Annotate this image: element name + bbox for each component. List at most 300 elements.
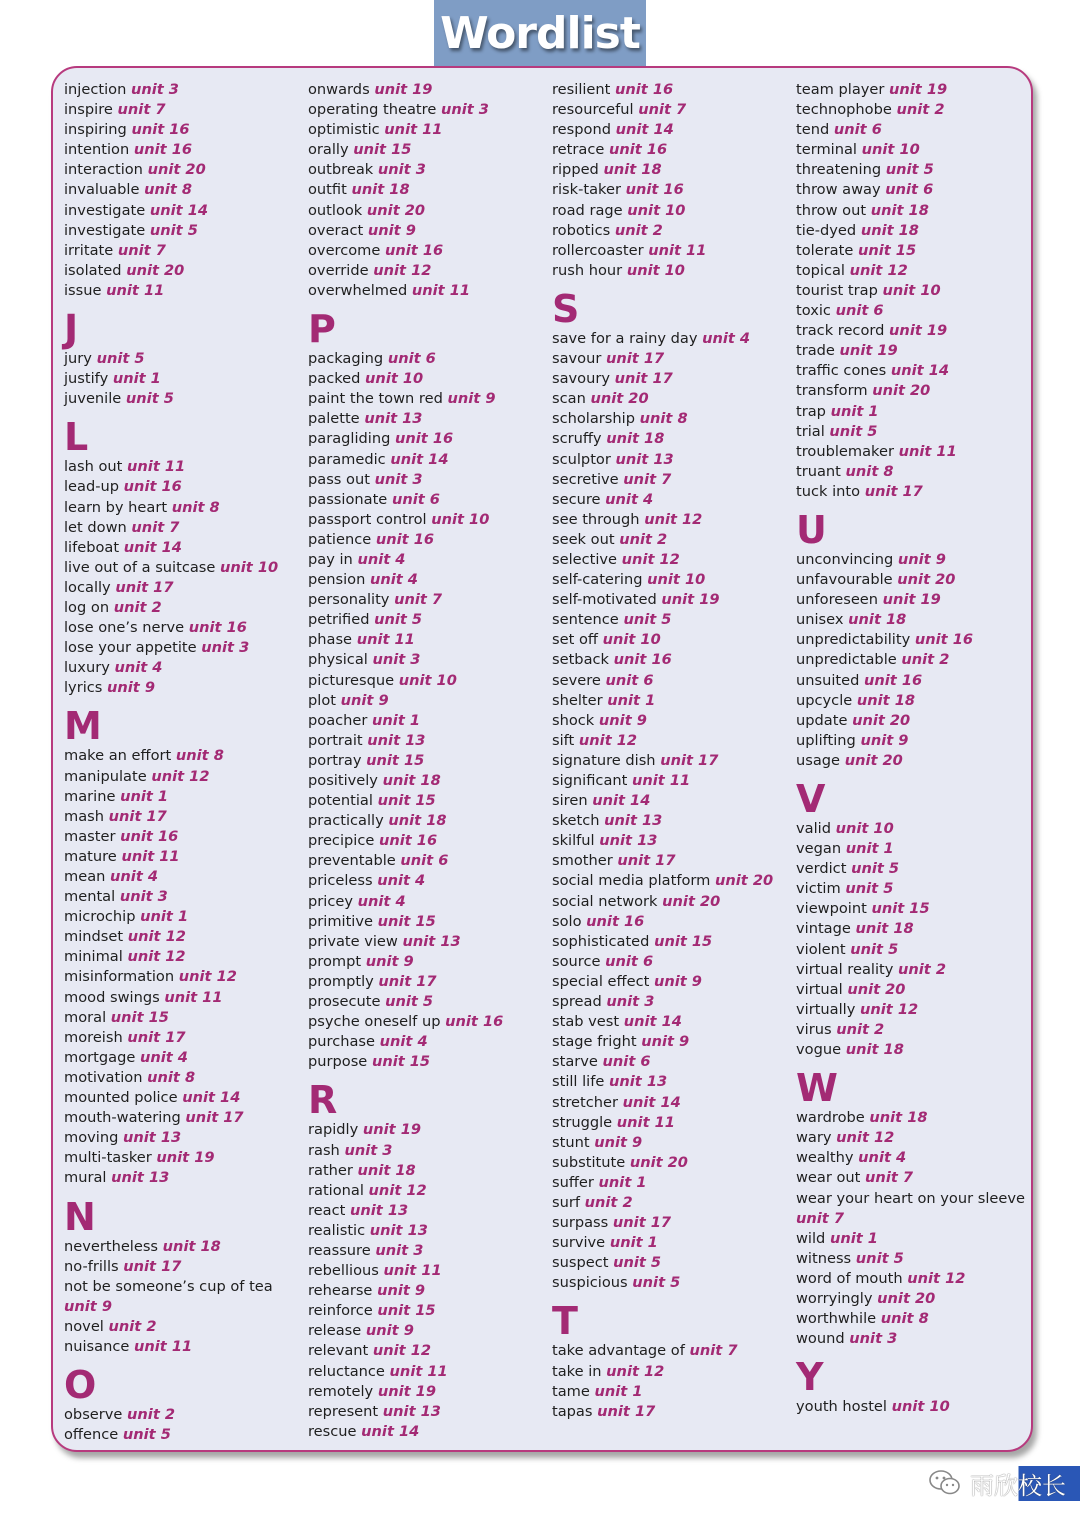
wordlist-entry [308, 389, 548, 409]
entry-unit: unit 18 [860, 221, 919, 239]
entry-word: savour [552, 350, 606, 368]
wordlist-entry [552, 80, 792, 100]
wordlist-entry [308, 1201, 548, 1221]
entry-unit: unit 1 [594, 1382, 643, 1400]
entry-unit: unit 19 [374, 81, 433, 98]
wordlist-entry [552, 791, 792, 811]
wordlist-entry [796, 281, 1036, 301]
entry-word: moving [64, 1129, 123, 1147]
entry-unit: unit 10 [647, 571, 706, 589]
entry-word: release [308, 1322, 366, 1340]
wordlist-entry [552, 1012, 792, 1032]
entry-word: lash out [64, 458, 128, 476]
entry-unit: unit 4 [379, 1033, 428, 1051]
wordlist-entry [552, 369, 792, 389]
wordlist-entry [796, 671, 1036, 691]
entry-unit: unit 7 [623, 470, 672, 488]
wordlist-entry [64, 907, 304, 927]
entry-word: save for a rainy day [552, 329, 703, 347]
entry-unit: unit 10 [220, 558, 279, 576]
wordlist-entry [796, 1020, 1036, 1040]
entry-unit: unit 20 [662, 892, 721, 910]
entry-word: passport control [308, 510, 432, 528]
wordlist-entry [64, 638, 304, 658]
wordlist-entry [552, 570, 792, 590]
section-letter: O [64, 1363, 97, 1408]
entry-word: realistic [308, 1221, 370, 1239]
entry-unit: unit 18 [162, 1237, 221, 1255]
entry-unit: unit 5 [96, 350, 145, 368]
wordlist-entry [796, 899, 1036, 919]
wordlist-entry [552, 1253, 792, 1273]
wordlist-entry [308, 831, 548, 851]
entry-word: patience [308, 530, 376, 548]
wordlist-entry [308, 691, 548, 711]
entry-word: mood swings [64, 988, 165, 1006]
entry-word: primitive [308, 912, 378, 930]
entry-word: motivation [64, 1068, 148, 1086]
wordlist-entry [308, 450, 548, 470]
entry-word: orally [308, 141, 354, 159]
entry-unit: unit 4 [110, 868, 159, 885]
entry-word: see through [552, 510, 645, 528]
entry-unit: unit 12 [849, 261, 908, 279]
entry-word: passionate [308, 490, 392, 508]
wordlist-entry [552, 1341, 792, 1361]
entry-word: starve [552, 1053, 603, 1071]
entry-word: unsuited [796, 671, 865, 689]
entry-word: purpose [308, 1053, 372, 1071]
wordlist-entry [308, 570, 548, 590]
wordlist-entry [552, 349, 792, 369]
section-letter: T [552, 1299, 578, 1344]
entry-unit: unit 2 [896, 101, 945, 119]
entry-unit: unit 16 [625, 181, 684, 199]
wordlist-entry [552, 100, 792, 120]
entry-word: update [796, 711, 853, 729]
entry-unit: unit 12 [127, 928, 186, 946]
wordlist-entry [308, 952, 548, 972]
entry-word: justify [64, 370, 113, 388]
entry-unit: unit 7 [796, 1209, 844, 1227]
entry-word: pay in [308, 550, 358, 568]
wordlist-entry [308, 630, 548, 650]
wordlist-entry [64, 827, 304, 847]
wordlist-entry [796, 180, 1036, 200]
wordlist-entry [308, 1120, 548, 1140]
entry-word: investigate [64, 201, 150, 219]
entry-unit: unit 8 [175, 747, 224, 765]
entry-word: tend [796, 121, 834, 139]
wordlist-entry [64, 261, 304, 281]
entry-unit: unit 11 [898, 442, 957, 460]
wordlist-entry [796, 940, 1036, 960]
entry-word: unconvincing [796, 550, 898, 568]
wordlist-entry [796, 919, 1036, 939]
entry-unit: unit 12 [606, 1362, 665, 1380]
entry-unit: unit 2 [127, 1406, 176, 1424]
entry-unit: unit 3 [374, 470, 423, 488]
entry-word: promptly [308, 972, 379, 990]
wordlist-entry [64, 1237, 304, 1257]
wordlist-entry [308, 429, 548, 449]
entry-word: scan [552, 390, 591, 408]
entry-unit: unit 12 [372, 1342, 432, 1360]
entry-unit: unit 18 [856, 691, 916, 709]
wordlist-entry [308, 1241, 548, 1261]
wordlist-entry [796, 1249, 1036, 1269]
entry-word: mural [64, 1169, 112, 1187]
entry-unit: unit 3 [440, 101, 489, 119]
entry-unit: unit 4 [369, 571, 418, 589]
entry-word: locally [64, 578, 116, 596]
entry-word: traffic cones [796, 362, 891, 380]
wordlist-entry [552, 892, 792, 912]
entry-unit: unit 13 [350, 1201, 409, 1219]
wordlist-entry [64, 1317, 304, 1337]
wordlist-entry [552, 221, 792, 241]
entry-word: suffer [552, 1173, 599, 1191]
wordlist-entry [308, 160, 548, 180]
wordlist-entry [64, 518, 304, 538]
wordlist-entry [796, 839, 1036, 859]
entry-word: unfavourable [796, 571, 898, 589]
entry-word: minimal [64, 948, 128, 966]
entry-unit: unit 19 [362, 1121, 422, 1139]
wordlist-entry [64, 1028, 304, 1048]
entry-word: violent [796, 940, 851, 958]
entry-word: injection [64, 81, 131, 98]
wordlist-entry [796, 1189, 1036, 1229]
wordlist-entry [64, 241, 304, 261]
entry-word: risk-taker [552, 181, 626, 199]
entry-word: lifeboat [64, 538, 124, 556]
entry-unit: unit 1 [120, 787, 169, 805]
wordlist-entry [552, 1173, 792, 1193]
entry-unit: unit 5 [845, 880, 894, 898]
wordlist-entry [64, 678, 304, 698]
entry-word: make an effort [64, 747, 176, 765]
entry-word: word of mouth [796, 1269, 908, 1287]
entry-word: personality [308, 591, 395, 609]
entry-word: represent [308, 1402, 383, 1420]
entry-unit: unit 6 [885, 181, 934, 199]
wordlist-entry [308, 349, 548, 369]
wordlist-entry [796, 1309, 1036, 1329]
entry-word: private view [308, 932, 403, 950]
wordlist-entry [552, 691, 792, 711]
entry-unit: unit 20 [847, 980, 906, 998]
entry-word: rehearse [308, 1282, 378, 1300]
entry-unit: unit 9 [594, 1133, 643, 1151]
entry-unit: unit 15 [366, 751, 425, 769]
wordlist-entry [796, 402, 1036, 422]
entry-unit: unit 6 [400, 852, 449, 870]
entry-unit: unit 14 [890, 362, 950, 380]
entry-unit: unit 20 [844, 751, 903, 769]
entry-word: rebellious [308, 1262, 384, 1280]
wordlist-entry [796, 341, 1036, 361]
entry-word: inspire [64, 101, 118, 119]
page-title: Wordlist [440, 7, 640, 59]
entry-unit: unit 6 [605, 952, 654, 970]
entry-unit: unit 10 [626, 261, 685, 279]
wordlist-entry [552, 871, 792, 891]
entry-word: phase [308, 631, 357, 649]
entry-word: manipulate [64, 767, 152, 785]
entry-unit: unit 18 [845, 1041, 904, 1059]
entry-word: trap [796, 402, 831, 420]
entry-unit: unit 18 [855, 920, 914, 938]
entry-unit: unit 17 [123, 1257, 182, 1275]
entry-word: vintage [796, 920, 856, 938]
entry-unit: unit 18 [357, 1161, 416, 1179]
entry-unit: unit 1 [845, 840, 894, 858]
entry-unit: unit 6 [391, 490, 440, 508]
wordlist-entry [796, 160, 1036, 180]
wordlist-entry [796, 751, 1036, 771]
entry-unit: unit 13 [599, 832, 658, 850]
entry-unit: unit 17 [614, 370, 673, 388]
entry-unit: unit 4 [605, 490, 654, 508]
wordlist-entry [552, 140, 792, 160]
entry-unit: unit 1 [607, 691, 656, 709]
wordlist-entry [796, 731, 1036, 751]
entry-unit: unit 16 [188, 619, 247, 637]
entry-unit: unit 3 [372, 651, 421, 669]
wordlist-entry [796, 261, 1036, 281]
entry-unit: unit 7 [117, 241, 166, 259]
entry-unit: unit 10 [882, 281, 941, 299]
entry-word: uplifting [796, 731, 861, 749]
entry-word: setback [552, 651, 614, 669]
entry-word: suspicious [552, 1274, 633, 1292]
section-letter: L [64, 415, 89, 460]
entry-word: paramedic [308, 450, 391, 468]
wordlist-entry [552, 671, 792, 691]
wordlist-entry [552, 1133, 792, 1153]
entry-word: road rage [552, 201, 628, 219]
entry-word: witness [796, 1249, 856, 1267]
entry-unit: unit 4 [858, 1149, 907, 1167]
entry-word: self-catering [552, 571, 648, 589]
entry-unit: unit 13 [615, 450, 674, 468]
wordlist-entry [64, 967, 304, 987]
entry-unit: unit 9 [653, 972, 702, 990]
entry-unit: unit 20 [629, 1153, 688, 1171]
wordlist-entry [552, 389, 792, 409]
entry-unit: unit 6 [835, 302, 884, 320]
entry-unit: unit 3 [606, 993, 655, 1011]
entry-word: mindset [64, 928, 128, 946]
wordlist-entry [308, 140, 548, 160]
wordlist-entry [64, 1277, 304, 1317]
entry-word: threatening [796, 161, 886, 179]
wordlist-entry [552, 160, 792, 180]
wordlist-entry [796, 1108, 1036, 1128]
entry-word: selective [552, 550, 622, 568]
entry-unit: unit 11 [632, 772, 691, 789]
wordlist-column-3 [552, 80, 792, 1422]
entry-unit: unit 12 [127, 948, 186, 966]
wordlist-entry [552, 1382, 792, 1402]
wordlist-entry [308, 241, 548, 261]
entry-unit: unit 8 [880, 1310, 929, 1328]
wordlist-entry [64, 1088, 304, 1108]
wordlist-entry [64, 1425, 304, 1445]
entry-unit: unit 16 [608, 141, 668, 159]
entry-word: master [64, 827, 121, 845]
entry-unit: unit 9 [447, 390, 496, 408]
entry-word: virus [796, 1020, 837, 1038]
wordlist-entry [64, 847, 304, 867]
entry-word: override [308, 261, 374, 279]
wordlist-entry [64, 1108, 304, 1128]
entry-word: portrait [308, 731, 368, 749]
entry-unit: unit 5 [885, 161, 934, 179]
entry-unit: unit 2 [584, 1193, 633, 1211]
wordlist-entry [552, 1072, 792, 1092]
entry-unit: unit 7 [394, 591, 443, 609]
wordlist-entry [64, 1257, 304, 1277]
wordlist-entry [64, 746, 304, 766]
entry-unit: unit 7 [865, 1169, 914, 1187]
entry-unit: unit 16 [375, 530, 435, 548]
entry-unit: unit 11 [121, 847, 180, 865]
entry-word: smother [552, 852, 618, 870]
wordlist-entry [64, 1148, 304, 1168]
entry-unit: unit 2 [614, 221, 663, 239]
entry-word: tame [552, 1382, 595, 1400]
wordlist-entry [552, 831, 792, 851]
entry-word: lead-up [64, 478, 124, 496]
wordlist-entry [796, 1000, 1036, 1020]
wordlist-entry [308, 1181, 548, 1201]
entry-unit: unit 14 [623, 1013, 682, 1031]
entry-word: prosecute [308, 993, 386, 1011]
wordlist-entry [308, 1221, 548, 1241]
entry-unit: unit 13 [369, 1221, 428, 1239]
entry-unit: unit 11 [356, 631, 415, 649]
entry-word: vegan [796, 840, 846, 858]
wordlist-entry [64, 787, 304, 807]
wordlist-entry [64, 389, 304, 409]
wordlist-entry [64, 140, 304, 160]
entry-unit: unit 13 [604, 812, 663, 830]
wordlist-entry [552, 751, 792, 771]
entry-word: surpass [552, 1214, 613, 1232]
entry-word: worthwhile [796, 1310, 881, 1328]
wordlist-entry [64, 988, 304, 1008]
entry-word: respond [552, 121, 616, 139]
wordlist-entry [64, 180, 304, 200]
entry-word: track record [796, 322, 890, 340]
entry-word: paint the town red [308, 390, 448, 408]
section-letter: M [64, 704, 102, 749]
wordlist-entry [796, 570, 1036, 590]
wordlist-entry [64, 201, 304, 221]
entry-word: nevertheless [64, 1237, 163, 1255]
entry-word: precipice [308, 832, 379, 850]
entry-unit: unit 19 [882, 591, 941, 609]
entry-unit: unit 11 [383, 1262, 442, 1280]
wordlist-entry [796, 1329, 1036, 1349]
entry-word: outlook [308, 201, 367, 219]
entry-word: ripped [552, 161, 604, 179]
wordlist-entry [796, 80, 1036, 100]
entry-unit: unit 8 [147, 1068, 196, 1086]
entry-word: learn by heart [64, 498, 172, 516]
entry-word: tolerate [796, 241, 858, 259]
entry-word: scruffy [552, 430, 607, 448]
entry-word: moral [64, 1008, 111, 1026]
wordlist-entry [308, 751, 548, 771]
entry-word: significant [552, 772, 632, 789]
wordlist-entry [552, 450, 792, 470]
entry-word: let down [64, 518, 132, 536]
entry-word: microchip [64, 908, 141, 926]
wordlist-entry [796, 462, 1036, 482]
entry-word: savoury [552, 370, 615, 388]
wordlist-entry [552, 711, 792, 731]
entry-word: social network [552, 892, 663, 910]
wordlist-entry [308, 892, 548, 912]
entry-unit: unit 13 [123, 1129, 182, 1147]
wordlist-entry [796, 120, 1036, 140]
entry-word: overwhelmed [308, 281, 412, 299]
entry-unit: unit 9 [860, 731, 909, 749]
entry-unit: unit 14 [622, 1093, 681, 1111]
entry-word: rational [308, 1181, 369, 1199]
wordlist-entry [308, 369, 548, 389]
entry-word: mouth-watering [64, 1109, 186, 1127]
wordlist-entry [308, 992, 548, 1012]
wordlist-entry [552, 490, 792, 510]
entry-unit: unit 17 [115, 578, 174, 596]
entry-unit: unit 1 [830, 402, 879, 420]
entry-unit: unit 11 [106, 281, 165, 299]
wordlist-entry [308, 201, 548, 221]
entry-word: robotics [552, 221, 615, 239]
entry-word: multi-tasker [64, 1149, 157, 1167]
entry-unit: unit 6 [833, 121, 882, 139]
wordlist-entry [552, 1193, 792, 1213]
wechat-icon [928, 1468, 962, 1498]
entry-word: signature dish [552, 751, 661, 769]
entry-unit: unit 20 [852, 711, 911, 729]
entry-unit: unit 16 [133, 141, 193, 159]
wordlist-entry [552, 1113, 792, 1133]
wordlist-entry [796, 1397, 1036, 1417]
entry-unit: unit 18 [351, 181, 410, 199]
wordlist-entry [796, 301, 1036, 321]
entry-unit: unit 16 [378, 832, 438, 850]
entry-unit: unit 20 [126, 261, 185, 279]
entry-unit: unit 10 [891, 1398, 950, 1416]
wordlist-entry [308, 1382, 548, 1402]
entry-unit: unit 19 [377, 1382, 436, 1400]
entry-unit: unit 11 [127, 458, 186, 476]
entry-word: operating theatre [308, 101, 441, 119]
entry-word: resourceful [552, 101, 639, 119]
entry-word: transform [796, 382, 873, 400]
entry-unit: unit 7 [131, 518, 180, 536]
entry-unit: unit 1 [372, 711, 421, 729]
entry-word: outbreak [308, 161, 378, 179]
entry-word: rescue [308, 1422, 362, 1440]
wordlist-entry [552, 932, 792, 952]
entry-unit: unit 3 [377, 161, 426, 179]
